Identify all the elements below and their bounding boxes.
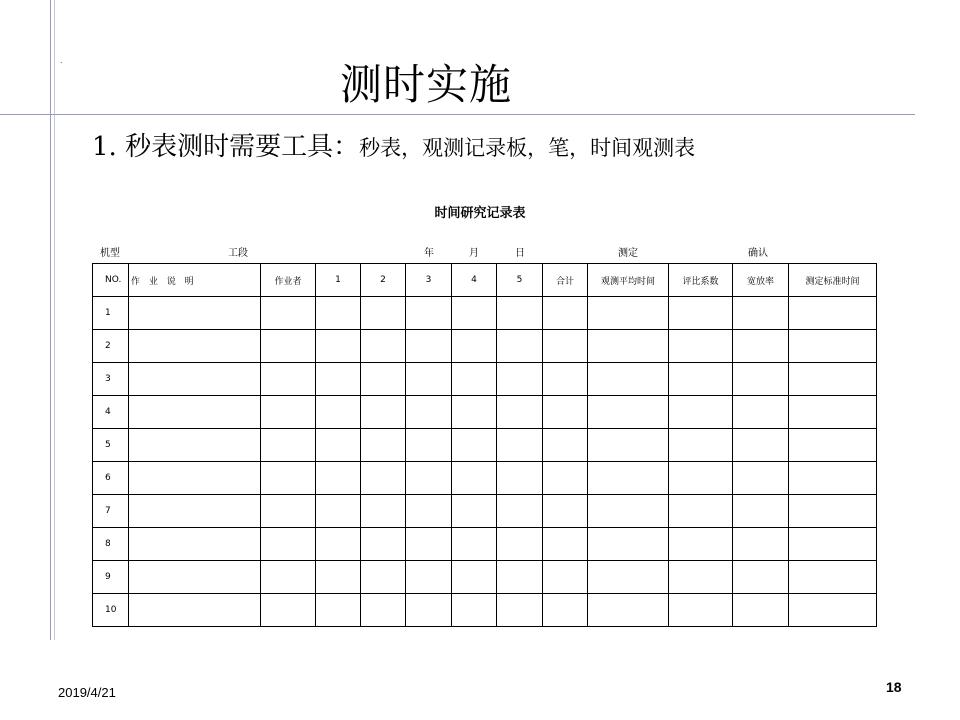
table-cell <box>452 462 497 495</box>
table-cell <box>543 330 588 363</box>
time-study-table <box>92 263 877 627</box>
column-header: 评比系数 <box>669 264 733 297</box>
column-header: 作业者 <box>261 264 316 297</box>
table-cell <box>452 594 497 627</box>
table-cell <box>261 528 316 561</box>
label-model: 机型 <box>100 248 120 259</box>
table-cell <box>261 429 316 462</box>
table-row <box>93 594 877 627</box>
table-cell <box>789 429 877 462</box>
table-cell <box>497 462 543 495</box>
table-cell <box>497 297 543 330</box>
table-cell <box>733 462 789 495</box>
table-cell <box>789 462 877 495</box>
table-cell <box>361 462 406 495</box>
table-cell <box>733 561 789 594</box>
table-cell <box>361 561 406 594</box>
table-cell <box>261 363 316 396</box>
table-cell <box>789 396 877 429</box>
table-cell <box>588 594 669 627</box>
table-cell <box>588 528 669 561</box>
table-cell <box>129 594 261 627</box>
table-cell <box>497 330 543 363</box>
table-cell <box>452 396 497 429</box>
table-row <box>93 429 877 462</box>
table-cell <box>406 495 452 528</box>
table-cell <box>789 330 877 363</box>
table-cell <box>669 528 733 561</box>
label-year: 年 <box>424 248 434 259</box>
table-cell <box>789 594 877 627</box>
table-cell <box>543 528 588 561</box>
row-number: 1 <box>93 297 129 330</box>
table-cell <box>361 594 406 627</box>
table-cell <box>588 429 669 462</box>
table-cell <box>669 429 733 462</box>
row-number: 2 <box>93 330 129 363</box>
table-cell <box>316 429 361 462</box>
table-cell <box>452 330 497 363</box>
row-number: 9 <box>93 561 129 594</box>
table-cell <box>543 297 588 330</box>
table-header-row <box>93 264 877 297</box>
left-border-line <box>50 0 51 640</box>
column-header: 1 <box>316 264 361 297</box>
row-number: 5 <box>93 429 129 462</box>
table-cell <box>129 495 261 528</box>
table-cell <box>669 561 733 594</box>
row-number: 10 <box>93 594 129 627</box>
table-cell <box>497 396 543 429</box>
table-cell <box>452 429 497 462</box>
table-row <box>93 462 877 495</box>
column-header: 2 <box>361 264 406 297</box>
table-cell <box>669 297 733 330</box>
table-row <box>93 363 877 396</box>
table-cell <box>261 330 316 363</box>
table-row <box>93 330 877 363</box>
table-row <box>93 528 877 561</box>
table-cell <box>316 330 361 363</box>
table-cell <box>406 363 452 396</box>
column-header: 作 业 说 明 <box>129 264 261 297</box>
table-cell <box>452 297 497 330</box>
footer-date: 2019/4/21 <box>58 685 116 700</box>
table-cell <box>361 429 406 462</box>
page-number: 18 <box>886 679 902 695</box>
row-number: 6 <box>93 462 129 495</box>
table-cell <box>261 495 316 528</box>
table-cell <box>129 297 261 330</box>
table-cell <box>669 495 733 528</box>
table-cell <box>669 363 733 396</box>
table-cell <box>543 396 588 429</box>
left-inner-line <box>54 0 55 640</box>
table-cell <box>733 528 789 561</box>
table-cell <box>669 462 733 495</box>
table-cell <box>406 429 452 462</box>
table-cell <box>669 396 733 429</box>
table-cell <box>361 396 406 429</box>
table-cell <box>316 462 361 495</box>
label-month: 月 <box>469 248 479 259</box>
table-cell <box>129 396 261 429</box>
table-cell <box>497 594 543 627</box>
table-cell <box>789 561 877 594</box>
row-number: 8 <box>93 528 129 561</box>
table-cell <box>129 429 261 462</box>
table-cell <box>543 561 588 594</box>
table-cell <box>316 297 361 330</box>
table-cell <box>733 330 789 363</box>
table-cell <box>452 363 497 396</box>
table-cell <box>789 363 877 396</box>
label-day: 日 <box>515 248 525 259</box>
table-cell <box>669 594 733 627</box>
table-cell <box>588 297 669 330</box>
table-cell <box>588 330 669 363</box>
table-cell <box>733 495 789 528</box>
table-cell <box>361 363 406 396</box>
table-cell <box>789 495 877 528</box>
table-cell <box>733 429 789 462</box>
table-cell <box>588 396 669 429</box>
table-cell <box>316 363 361 396</box>
column-header: 4 <box>452 264 497 297</box>
label-section: 工段 <box>228 248 248 259</box>
table-cell <box>261 462 316 495</box>
table-cell <box>361 297 406 330</box>
table-cell <box>733 297 789 330</box>
table-cell <box>543 462 588 495</box>
table-cell <box>588 561 669 594</box>
column-header: 合计 <box>543 264 588 297</box>
table-cell <box>406 594 452 627</box>
table-cell <box>452 561 497 594</box>
table-cell <box>129 363 261 396</box>
table-row <box>93 495 877 528</box>
table-cell <box>497 363 543 396</box>
table-cell <box>261 297 316 330</box>
subtitle-lead: 1. 秒表测时需要工具： <box>92 132 360 162</box>
table-row <box>93 396 877 429</box>
table-cell <box>406 297 452 330</box>
subtitle-tools: 秒表，观测记录板，笔，时间观测表 <box>359 136 696 160</box>
table-cell <box>361 495 406 528</box>
table-cell <box>497 429 543 462</box>
table-cell <box>406 330 452 363</box>
table-cell <box>129 330 261 363</box>
table-cell <box>406 462 452 495</box>
table-cell <box>261 561 316 594</box>
table-cell <box>733 396 789 429</box>
table-cell <box>588 462 669 495</box>
table-cell <box>543 363 588 396</box>
table-cell <box>316 561 361 594</box>
table-cell <box>588 363 669 396</box>
table-cell <box>733 594 789 627</box>
table-cell <box>316 396 361 429</box>
subtitle <box>92 126 695 163</box>
table-cell <box>789 528 877 561</box>
table-cell <box>406 396 452 429</box>
table-cell <box>543 495 588 528</box>
table-cell <box>543 429 588 462</box>
column-header: 观测平均时间 <box>588 264 669 297</box>
label-confirm: 确认 <box>748 248 768 259</box>
row-number: 3 <box>93 363 129 396</box>
table-cell <box>497 561 543 594</box>
table-cell <box>261 396 316 429</box>
table-cell <box>316 495 361 528</box>
slide-title: 测时实施 <box>340 60 513 109</box>
label-measure: 测定 <box>618 248 638 259</box>
table-cell <box>497 528 543 561</box>
table-cell <box>406 528 452 561</box>
form-title: 时间研究记录表 <box>434 206 526 221</box>
table-cell <box>669 330 733 363</box>
row-number: 4 <box>93 396 129 429</box>
table-cell <box>733 363 789 396</box>
column-header: NO. <box>93 264 129 297</box>
column-header: 3 <box>406 264 452 297</box>
row-number: 7 <box>93 495 129 528</box>
table-cell <box>129 462 261 495</box>
corner-dot: . <box>60 56 63 65</box>
table-cell <box>361 528 406 561</box>
title-divider-line <box>0 114 915 115</box>
table-cell <box>129 561 261 594</box>
table-cell <box>316 594 361 627</box>
table-row <box>93 561 877 594</box>
table-row <box>93 297 877 330</box>
table-cell <box>261 594 316 627</box>
table-cell <box>452 495 497 528</box>
table-cell <box>543 594 588 627</box>
table-cell <box>452 528 497 561</box>
column-header: 5 <box>497 264 543 297</box>
column-header: 测定标准时间 <box>789 264 877 297</box>
table-cell <box>406 561 452 594</box>
table-cell <box>588 495 669 528</box>
table-cell <box>316 528 361 561</box>
table-cell <box>497 495 543 528</box>
table-cell <box>789 297 877 330</box>
table-cell <box>129 528 261 561</box>
table-cell <box>361 330 406 363</box>
column-header: 宽放率 <box>733 264 789 297</box>
